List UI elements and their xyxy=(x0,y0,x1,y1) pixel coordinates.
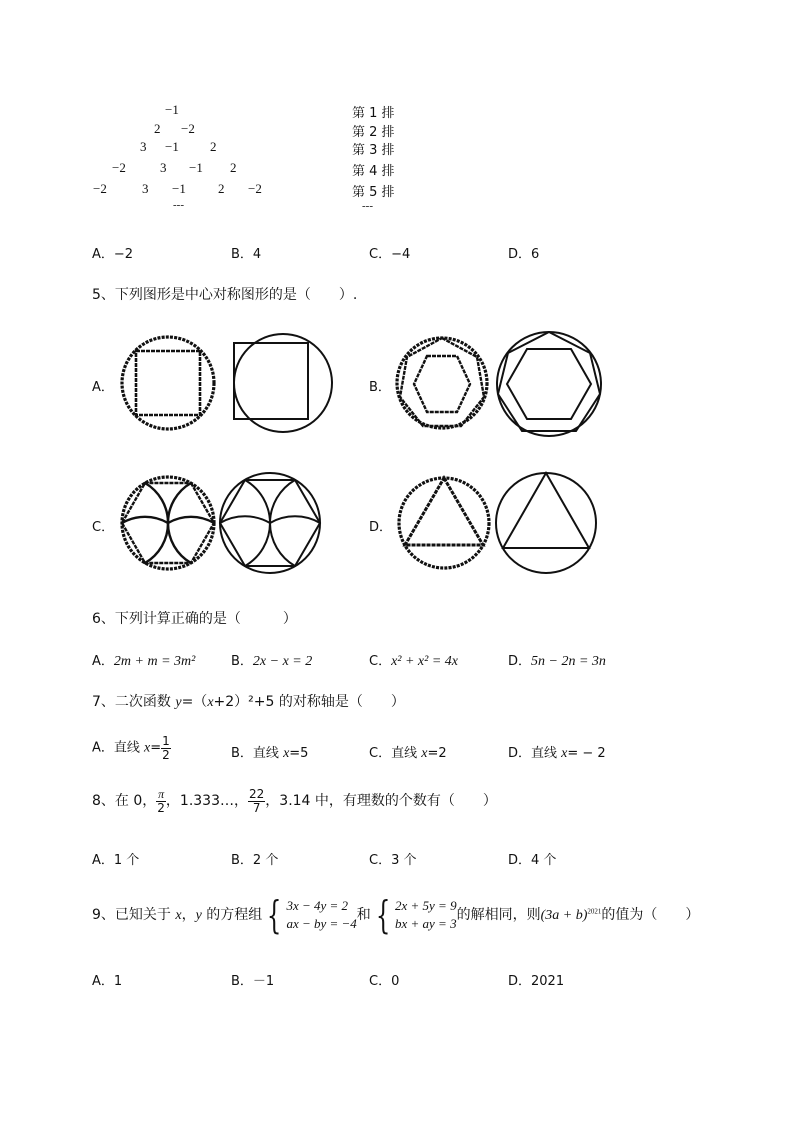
q9-option-b[interactable]: B．－1 xyxy=(231,974,275,989)
figure-a-circle-square xyxy=(118,331,338,435)
q8-option-c[interactable]: C．3 个 xyxy=(369,853,417,868)
option-letter: B． xyxy=(231,746,253,761)
option-expression: 2m + m = 3m² xyxy=(113,654,196,669)
fraction xyxy=(161,735,171,761)
q5-label-d[interactable]: D． xyxy=(369,520,393,535)
option-var: x xyxy=(561,746,568,761)
equation: 2x + 5y = 9 xyxy=(394,898,457,914)
stem-text: 9、已知关于 xyxy=(92,907,176,923)
q8-option-a[interactable]: A．1 个 xyxy=(92,853,140,868)
left-brace: { xyxy=(267,893,282,937)
q5-label-a[interactable]: A． xyxy=(92,380,114,395)
stem-text: 的解相同，则 xyxy=(456,907,541,923)
option-text: =2 xyxy=(427,746,447,761)
row-label: 第 5 排 xyxy=(352,185,395,200)
triangle-cell: 3 xyxy=(160,160,167,175)
left-brace: { xyxy=(375,893,391,937)
q7-option-c[interactable] xyxy=(369,742,447,762)
option-expression: x² + x² = 4x xyxy=(391,654,459,669)
q8-option-d[interactable]: D．4 个 xyxy=(508,853,557,868)
q5-label-c[interactable]: C． xyxy=(92,520,115,535)
stem-text: =（ xyxy=(181,694,208,710)
option-text: 直线 xyxy=(531,746,562,761)
numerator: 1 xyxy=(162,734,170,748)
figure-b-circle-polygon xyxy=(394,331,604,439)
q4-option-c[interactable]: C．−4 xyxy=(369,247,411,262)
q9-option-d[interactable]: D．2021 xyxy=(508,974,565,989)
q9-option-a[interactable]: A．1 xyxy=(92,974,123,989)
power-exponent: 2021 xyxy=(587,907,602,916)
fraction-22-over-7 xyxy=(248,788,265,814)
stem-text: 的方程组 xyxy=(201,907,263,923)
equation: bx + ay = 3 xyxy=(394,916,457,931)
equation: ax − by = −4 xyxy=(286,916,357,931)
option-letter: C． xyxy=(369,746,392,761)
option-text: = xyxy=(150,740,162,756)
stem-text: ， xyxy=(181,907,196,923)
q6-stem: 6、下列计算正确的是（ ） xyxy=(92,611,297,627)
triangle-cell: 2 xyxy=(210,139,217,154)
q8-stem xyxy=(92,788,497,814)
triangle-cell: 2 xyxy=(218,181,225,196)
numerator: π xyxy=(158,787,165,801)
option-letter: C． xyxy=(369,654,392,669)
q7-option-a[interactable] xyxy=(92,735,171,761)
q6-option-a[interactable] xyxy=(92,650,195,670)
stem-var: y xyxy=(175,695,182,710)
equation-system-1 xyxy=(286,897,356,932)
equation: 3x − 4y = 2 xyxy=(286,898,349,914)
triangle-cell: −2 xyxy=(112,160,126,175)
q4-option-b[interactable]: B．4 xyxy=(231,247,262,262)
option-text: 直线 xyxy=(391,746,422,761)
option-letter: A． xyxy=(92,740,114,756)
q6-option-d[interactable] xyxy=(508,650,606,670)
denominator: 2 xyxy=(157,800,165,815)
figure-d-circle-triangle xyxy=(394,471,604,579)
option-text: = − 2 xyxy=(567,746,606,761)
stem-text: 7、二次函数 xyxy=(92,694,176,710)
triangle-cell: 3 xyxy=(142,181,149,196)
stem-text: ，1.333…， xyxy=(165,793,248,810)
triangle-cell: −1 xyxy=(189,160,203,175)
equation-system-2 xyxy=(395,897,457,932)
fraction-pi-over-2 xyxy=(156,788,166,814)
option-text: =5 xyxy=(289,746,309,761)
option-var: x xyxy=(283,746,290,761)
option-expression: 5n − 2n = 3n xyxy=(531,654,606,669)
triangle-cell: −2 xyxy=(93,181,107,196)
option-text: 直线 xyxy=(252,746,284,761)
denominator: 7 xyxy=(252,800,261,815)
option-letter: D． xyxy=(508,746,532,761)
q5-stem: 5、下列图形是中心对称图形的是（ ）. xyxy=(92,287,358,303)
q9-option-c[interactable]: C．0 xyxy=(369,974,400,989)
triangle-ellipsis: --- xyxy=(173,199,184,211)
option-text: 直线 xyxy=(113,740,145,756)
row-label: 第 1 排 xyxy=(352,106,395,121)
option-var: x xyxy=(421,746,428,761)
triangle-cell: 3 xyxy=(140,139,147,154)
option-expression: 2x − x = 2 xyxy=(252,654,313,669)
triangle-cell: −1 xyxy=(165,139,179,154)
stem-text: 8、在 0， xyxy=(92,793,157,810)
triangle-cell: −1 xyxy=(165,102,179,117)
q6-option-b[interactable] xyxy=(231,650,312,670)
row-label: 第 4 排 xyxy=(352,164,395,179)
q8-option-b[interactable]: B．2 个 xyxy=(231,853,279,868)
option-letter: B． xyxy=(231,654,253,669)
option-letter: A． xyxy=(92,654,114,669)
q4-option-d[interactable]: D．6 xyxy=(508,247,540,262)
stem-var: x xyxy=(207,695,214,710)
triangle-cell: −2 xyxy=(181,121,195,136)
triangle-cell: 2 xyxy=(230,160,237,175)
row-label: 第 3 排 xyxy=(352,143,395,158)
stem-text: +2）²+5 的对称轴是（ ） xyxy=(213,694,405,710)
power-base: (3a + b) xyxy=(540,908,588,923)
q7-option-b[interactable] xyxy=(231,742,308,762)
q9-stem xyxy=(92,893,700,937)
q5-label-b[interactable]: B． xyxy=(369,380,391,395)
row-ellipsis: --- xyxy=(362,200,373,212)
denominator: 2 xyxy=(162,747,170,762)
stem-var: y xyxy=(195,908,202,923)
q7-stem xyxy=(92,691,405,711)
numerator: 22 xyxy=(249,787,265,801)
stem-text: 的值为（ ） xyxy=(601,907,700,923)
option-letter: D． xyxy=(508,654,532,669)
stem-text: 和 xyxy=(356,907,371,923)
triangle-cell: 2 xyxy=(154,121,161,136)
stem-text: ，3.14 中，有理数的个数有（ ） xyxy=(265,793,497,810)
row-label: 第 2 排 xyxy=(352,125,395,140)
triangle-cell: −1 xyxy=(172,181,186,196)
figure-c-circle-arcs xyxy=(118,471,328,579)
stem-var: x xyxy=(175,908,182,923)
q6-option-c[interactable] xyxy=(369,650,458,670)
q7-option-d[interactable] xyxy=(508,742,606,762)
triangle-cell: −2 xyxy=(248,181,262,196)
option-var: x xyxy=(144,740,151,756)
q4-option-a[interactable]: A．−2 xyxy=(92,247,134,262)
